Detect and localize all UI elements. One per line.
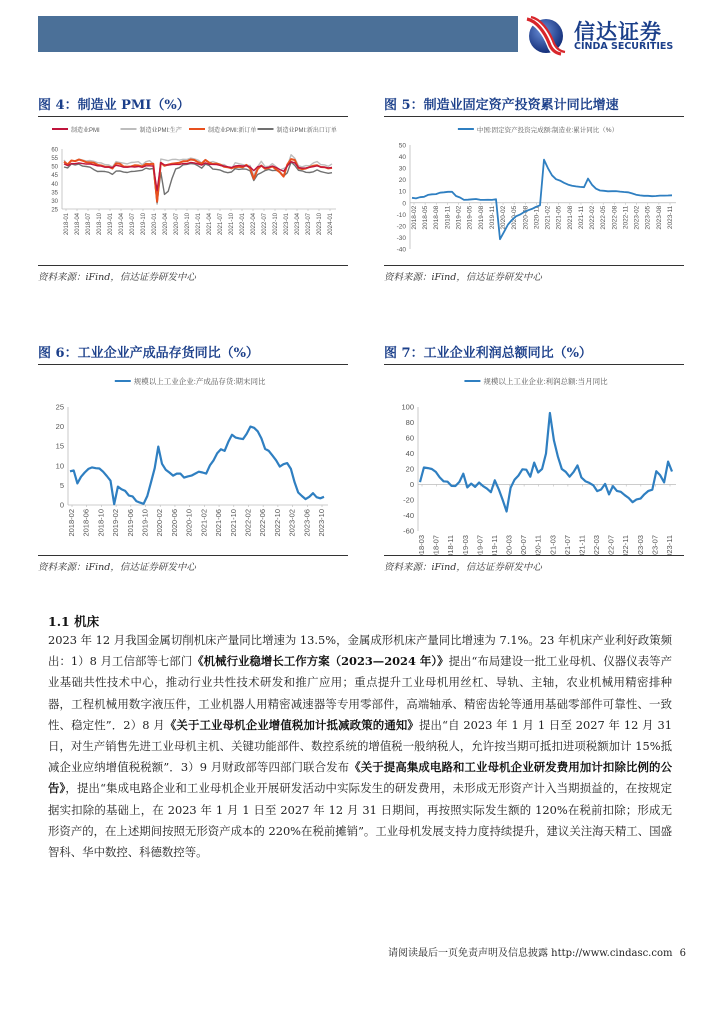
- svg-text:规模以上工业企业:利润总额:当月同比: 规模以上工业企业:利润总额:当月同比: [483, 377, 608, 386]
- svg-text:55: 55: [51, 156, 58, 163]
- logo-text-en: CINDA SECURITIES: [574, 41, 674, 52]
- svg-text:35: 35: [51, 190, 58, 197]
- chart-legend: [52, 126, 337, 134]
- svg-text:2021-03: 2021-03: [548, 535, 558, 555]
- chart-pmi: [38, 117, 348, 265]
- svg-text:2021-08: 2021-08: [566, 205, 574, 230]
- svg-text:2022-04: 2022-04: [251, 213, 257, 236]
- svg-text:5: 5: [59, 480, 64, 490]
- svg-text:20: 20: [398, 177, 406, 185]
- svg-text:2022-08: 2022-08: [611, 205, 619, 230]
- svg-text:2020-11: 2020-11: [533, 535, 543, 555]
- svg-text:2022-01: 2022-01: [240, 213, 246, 236]
- series-line: [70, 427, 324, 505]
- svg-text:25: 25: [51, 207, 58, 214]
- svg-text:2021-01: 2021-01: [196, 213, 202, 236]
- svg-text:2019-03: 2019-03: [460, 535, 470, 555]
- svg-text:2023-07: 2023-07: [306, 213, 312, 236]
- svg-text:20: 20: [55, 422, 64, 432]
- svg-text:2019-04: 2019-04: [119, 213, 125, 236]
- svg-text:0: 0: [409, 480, 414, 489]
- figure-source: 资料来源：iFind，信达证券研发中心: [384, 272, 542, 283]
- page-number: 6: [679, 948, 687, 959]
- divider: [384, 555, 684, 556]
- svg-text:2019-11: 2019-11: [488, 205, 496, 230]
- svg-text:2023-03: 2023-03: [635, 535, 645, 555]
- svg-text:2018-10: 2018-10: [96, 509, 106, 537]
- figure-7: [384, 344, 684, 573]
- svg-text:100: 100: [401, 402, 414, 412]
- svg-text:2023-05: 2023-05: [644, 205, 652, 230]
- svg-text:2021-02: 2021-02: [544, 205, 552, 230]
- svg-text:2018-07: 2018-07: [431, 535, 441, 555]
- svg-text:2021-10: 2021-10: [229, 213, 235, 236]
- svg-text:2022-05: 2022-05: [600, 205, 608, 230]
- svg-text:0: 0: [59, 500, 64, 510]
- y-axis: [51, 148, 62, 214]
- svg-text:40: 40: [398, 154, 406, 162]
- svg-text:2023-04: 2023-04: [295, 213, 301, 236]
- svg-text:2020-02: 2020-02: [500, 205, 508, 230]
- svg-text:2023-07: 2023-07: [650, 535, 660, 555]
- svg-text:2018-11: 2018-11: [444, 205, 452, 230]
- svg-text:2021-10: 2021-10: [228, 509, 238, 537]
- svg-text:2022-10: 2022-10: [273, 213, 279, 236]
- figure-title: 图 7：工业企业利润总额同比（%）: [384, 346, 592, 361]
- svg-text:2019-10: 2019-10: [141, 213, 147, 236]
- svg-text:0: 0: [402, 200, 406, 208]
- svg-text:25: 25: [55, 402, 64, 412]
- svg-text:2022-02: 2022-02: [589, 205, 597, 230]
- svg-text:2023-02: 2023-02: [633, 205, 641, 230]
- svg-text:2021-07: 2021-07: [218, 213, 224, 236]
- text-run: 2023 年 12 月我国金属切削机床产量同比增速为 13.5%，金属成形机床产量同比增速为 7.1%。23 年机床产业利好政策频出：1）8 月工信部等七部门: [48, 633, 672, 669]
- svg-text:60: 60: [51, 147, 58, 154]
- chart-legend: [464, 376, 608, 386]
- svg-text:10: 10: [55, 461, 64, 471]
- policy-title-2: 《关于工业母机企业增值税加计抵减政策的通知》: [164, 717, 419, 732]
- svg-text:2020-05: 2020-05: [511, 205, 519, 230]
- svg-text:2020-04: 2020-04: [163, 213, 169, 236]
- line-chart-pmi: [38, 117, 348, 265]
- text-run: ，提出“集成电路企业和工业母机企业开展研发活动中实际发生的研发费用，未形成无形资产计入当期损益的，在按规定据实扣除的基础上，在 2023 年 1 月 1 日至 2027 年 12 月 31 日期间，再按照实际发生额的 120%在税前扣除；形成无形资产的，在上述期间按照无形资产成本的 220%在税前摊销”。工业母机发展支持力度持续提升，建议关注海天精工、国盛智科、华中数控、科德数控等。: [48, 781, 672, 860]
- figure-6: [38, 344, 348, 573]
- figure-5: [384, 96, 684, 283]
- svg-text:2018-10: 2018-10: [97, 213, 103, 236]
- svg-text:制造业PMI: 制造业PMI: [71, 128, 100, 134]
- svg-text:2021-07: 2021-07: [562, 535, 572, 555]
- svg-text:2022-07: 2022-07: [262, 213, 268, 236]
- page-footer: [388, 944, 686, 959]
- series-line: [64, 162, 332, 203]
- svg-text:2018-01: 2018-01: [64, 213, 70, 236]
- divider: [384, 265, 684, 266]
- svg-text:-40: -40: [403, 511, 414, 520]
- svg-text:2022-07: 2022-07: [606, 535, 616, 555]
- divider: [38, 555, 348, 556]
- svg-text:2021-02: 2021-02: [199, 509, 209, 537]
- svg-text:2018-06: 2018-06: [81, 509, 91, 537]
- svg-text:2019-11: 2019-11: [489, 535, 499, 555]
- figure-title: 图 5：制造业固定资产投资累计同比增速: [384, 98, 619, 113]
- text-run: 提出“布局建设一批工业母机、仪器仪表等产业基础共性技术中心，推动行业共性技术研发和推广应用；重点提升工业母机用丝杠、导轨、主轴，农业机械用精密排种器，工程机械用数字液压件，工业机器人用精密减速器等专用零部件，高端轴承、精密齿轮等通用基础零部件可靠性、一致性、稳定性”．2）8 月: [48, 654, 672, 732]
- svg-text:2021-05: 2021-05: [555, 205, 563, 230]
- svg-text:2023-10: 2023-10: [317, 213, 323, 236]
- figure-4: [38, 96, 348, 283]
- line-chart-inventory: [38, 365, 348, 555]
- svg-text:2020-10: 2020-10: [185, 213, 191, 236]
- svg-text:2020-06: 2020-06: [169, 509, 179, 537]
- svg-text:规模以上工业企业:产成品存货:期末同比: 规模以上工业企业:产成品存货:期末同比: [133, 377, 266, 386]
- svg-text:2020-03: 2020-03: [504, 535, 514, 555]
- figure-source: 资料来源：iFind，信达证券研发中心: [38, 562, 196, 573]
- policy-title-1: 《机械行业稳增长工作方案（2023—2024 年）》: [192, 654, 449, 669]
- svg-text:制造业PMI:新订单: 制造业PMI:新订单: [208, 128, 257, 134]
- figure-title: 图 4：制造业 PMI（%）: [38, 98, 190, 113]
- svg-text:10: 10: [398, 188, 406, 196]
- svg-text:80: 80: [405, 418, 414, 427]
- line-chart-profit: [384, 365, 684, 555]
- svg-text:40: 40: [51, 181, 58, 188]
- svg-text:2022-11: 2022-11: [621, 535, 631, 555]
- svg-text:40: 40: [405, 449, 414, 458]
- chart-legend: [115, 376, 266, 386]
- chart-fai: [384, 117, 684, 265]
- line-chart-fai: [384, 117, 684, 265]
- svg-text:2021-11: 2021-11: [577, 205, 585, 230]
- chart-inventory: [38, 365, 348, 555]
- svg-text:30: 30: [398, 165, 406, 173]
- figure-title: 图 6：工业企业产成品存货同比（%）: [38, 346, 259, 361]
- x-axis: [62, 209, 336, 235]
- svg-text:2019-06: 2019-06: [125, 509, 135, 537]
- svg-text:-20: -20: [396, 223, 406, 231]
- svg-text:2018-04: 2018-04: [75, 213, 81, 236]
- y-axis: [401, 403, 418, 536]
- svg-text:2023-11: 2023-11: [665, 535, 674, 555]
- svg-text:2022-11: 2022-11: [622, 205, 630, 230]
- footer-disclaimer-link[interactable]: 请阅读最后一页免责声明及信息披露 http://www.cindasc.com: [388, 948, 673, 959]
- svg-text:2022-10: 2022-10: [272, 509, 282, 537]
- x-axis: [410, 203, 676, 230]
- svg-text:制造业PMI:新出口订单: 制造业PMI:新出口订单: [276, 128, 337, 134]
- svg-text:中国:固定资产投资完成额:制造业:累计同比（%）: 中国:固定资产投资完成额:制造业:累计同比（%）: [476, 127, 619, 134]
- svg-text:2020-10: 2020-10: [184, 509, 194, 537]
- svg-text:-30: -30: [396, 234, 406, 242]
- divider: [38, 265, 348, 266]
- svg-text:-40: -40: [396, 246, 406, 254]
- svg-text:2018-02: 2018-02: [67, 509, 76, 537]
- svg-text:2019-08: 2019-08: [477, 205, 485, 230]
- svg-text:-60: -60: [403, 526, 414, 536]
- svg-text:2019-01: 2019-01: [108, 213, 114, 236]
- svg-text:2018-11: 2018-11: [446, 535, 456, 555]
- svg-text:2018-03: 2018-03: [417, 535, 426, 555]
- x-axis: [417, 485, 676, 556]
- svg-text:-20: -20: [403, 495, 414, 505]
- svg-text:2023-02: 2023-02: [287, 509, 297, 537]
- svg-text:2023-01: 2023-01: [284, 213, 290, 236]
- svg-text:50: 50: [398, 142, 406, 150]
- figure-source: 资料来源：iFind，信达证券研发中心: [38, 272, 196, 283]
- svg-text:2019-05: 2019-05: [466, 205, 474, 230]
- svg-text:2018-02: 2018-02: [411, 205, 418, 230]
- svg-text:2022-06: 2022-06: [258, 509, 268, 537]
- svg-text:2019-07: 2019-07: [130, 213, 136, 236]
- svg-text:50: 50: [51, 164, 58, 171]
- policy-title-3: 《关于提高集成电路和工业母机企业研发费用加计扣除比例的公告》: [48, 760, 672, 796]
- series-line: [420, 413, 672, 512]
- chart-legend: [458, 125, 618, 134]
- cinda-logo: [524, 14, 704, 56]
- logo-text-cn: 信达证券: [574, 20, 662, 44]
- svg-text:2020-01: 2020-01: [152, 213, 158, 236]
- header-bar: [38, 16, 518, 52]
- x-axis: [67, 505, 328, 537]
- svg-text:2023-10: 2023-10: [317, 509, 326, 537]
- svg-text:2018-05: 2018-05: [422, 205, 430, 230]
- svg-text:2020-07: 2020-07: [174, 213, 180, 236]
- svg-text:2019-02: 2019-02: [455, 205, 463, 230]
- svg-text:2021-06: 2021-06: [214, 509, 224, 537]
- svg-text:60: 60: [405, 433, 414, 443]
- svg-text:2018-07: 2018-07: [86, 213, 92, 236]
- section-heading: 1.1 机床: [48, 614, 100, 629]
- svg-text:2019-07: 2019-07: [475, 535, 485, 555]
- svg-text:2023-11: 2023-11: [667, 205, 674, 230]
- svg-text:2022-03: 2022-03: [592, 535, 602, 555]
- svg-text:2024-01: 2024-01: [328, 213, 334, 236]
- svg-text:2021-04: 2021-04: [207, 213, 213, 236]
- svg-text:30: 30: [51, 198, 58, 205]
- svg-text:2020-11: 2020-11: [533, 205, 541, 230]
- svg-text:2020-02: 2020-02: [155, 509, 165, 537]
- svg-text:-10: -10: [396, 211, 406, 219]
- figure-source: 资料来源：iFind，信达证券研发中心: [384, 562, 542, 573]
- svg-text:2019-02: 2019-02: [111, 509, 121, 537]
- body-paragraph: [48, 630, 672, 863]
- svg-text:2022-02: 2022-02: [243, 509, 253, 537]
- chart-profit: [384, 365, 684, 555]
- y-axis: [56, 403, 68, 510]
- svg-text:2023-08: 2023-08: [655, 205, 663, 230]
- svg-text:2023-06: 2023-06: [302, 509, 312, 537]
- cinda-globe-icon: [524, 14, 568, 56]
- svg-text:45: 45: [51, 173, 58, 180]
- svg-text:2020-08: 2020-08: [522, 205, 530, 230]
- svg-text:15: 15: [55, 441, 64, 451]
- svg-text:2020-07: 2020-07: [519, 535, 529, 555]
- svg-text:2019-10: 2019-10: [140, 509, 150, 537]
- svg-text:2018-08: 2018-08: [433, 205, 441, 230]
- svg-text:2021-11: 2021-11: [577, 535, 587, 555]
- y-axis: [397, 143, 410, 254]
- svg-text:制造业PMI:生产: 制造业PMI:生产: [139, 128, 182, 134]
- text-run: 提出“自 2023 年 1 月 1 日至 2027 年 12 月 31 日，对生产销售先进工业母机主机、关键功能部件、数控系统的增值税一般纳税人，允许按当期可抵扣进项税额加计 15%抵减企业应纳增值税税额”．3）9 月财政部等四部门联合发布: [48, 717, 672, 775]
- svg-text:20: 20: [405, 464, 414, 474]
